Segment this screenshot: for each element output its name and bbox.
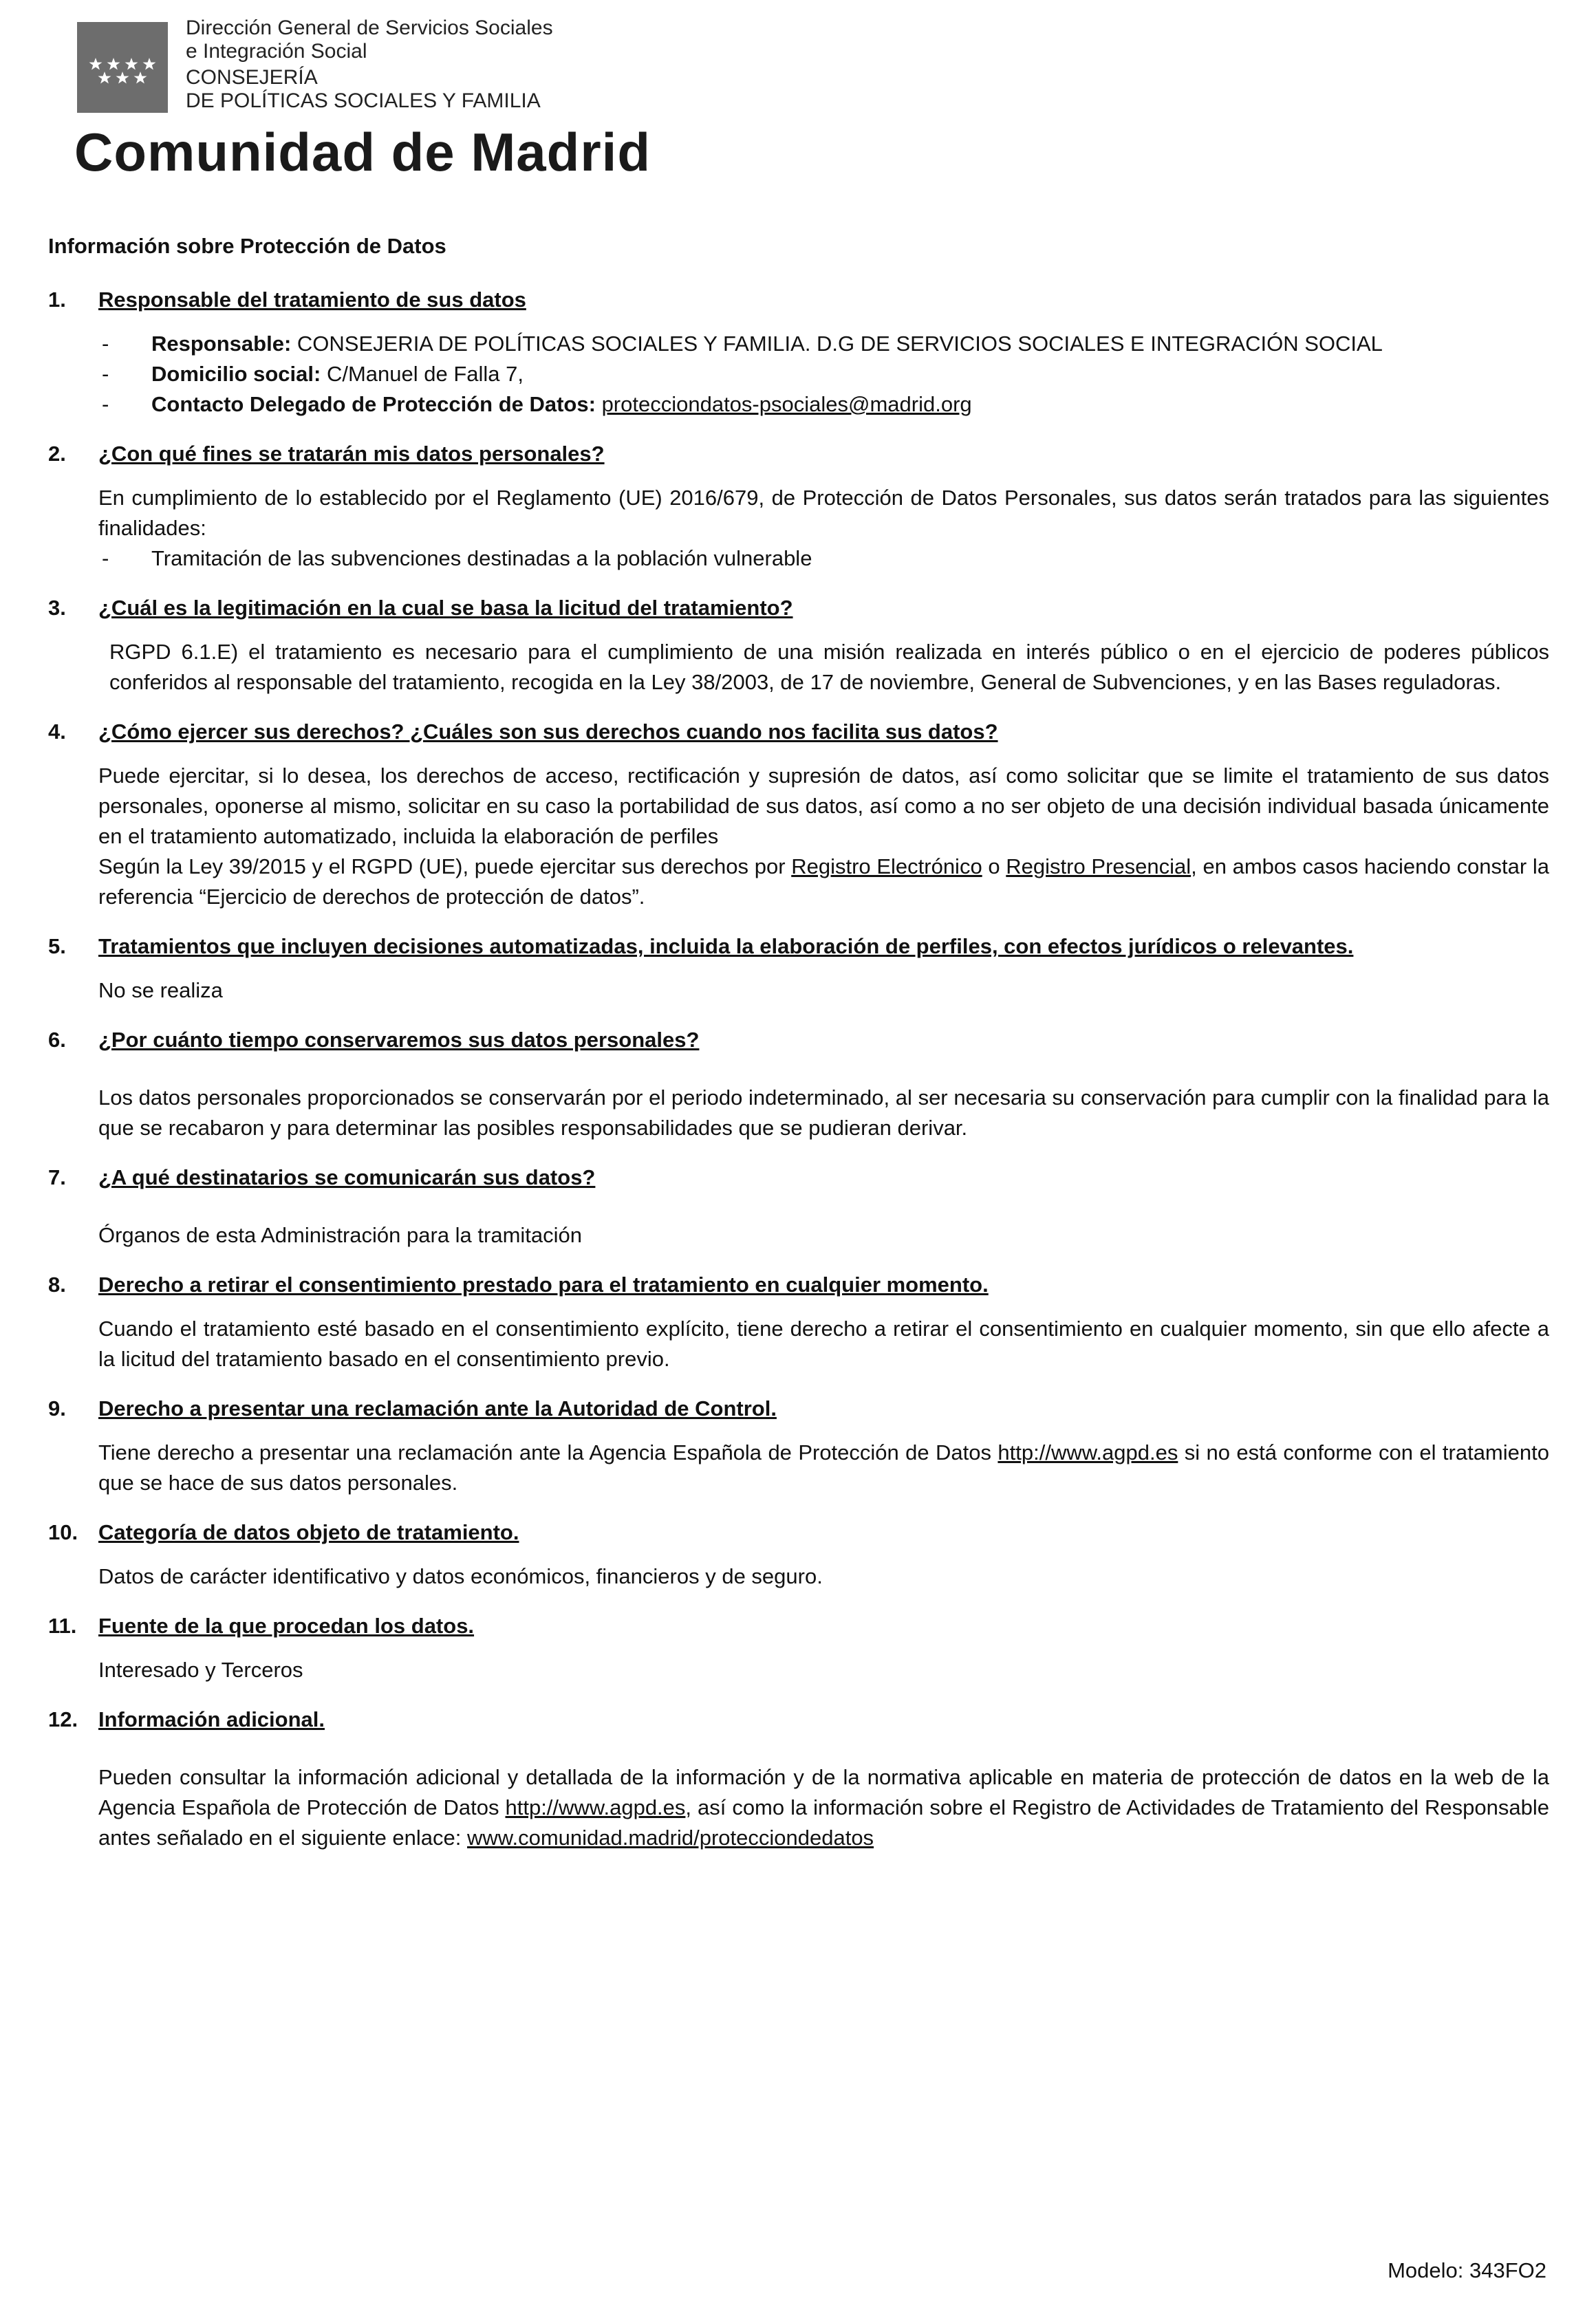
section-text — [98, 1438, 1549, 1498]
bullet-contacto — [48, 389, 1549, 420]
header-line-3: CONSEJERÍA — [186, 66, 318, 89]
section-title: Responsable del tratamiento de sus datos — [98, 288, 526, 312]
bullet-value: Tramitación de las subvenciones destinadas a la población vulnerable — [151, 546, 812, 570]
section-number: 9. — [48, 1396, 66, 1420]
header-line-4: DE POLÍTICAS SOCIALES Y FAMILIA — [186, 89, 541, 112]
stars-icon — [77, 22, 168, 113]
section-number: 4. — [48, 720, 66, 744]
section-number: 7. — [48, 1165, 66, 1189]
document-title: Información sobre Protección de Datos — [48, 234, 446, 258]
section-text: RGPD 6.1.E) el tratamiento es necesario para el cumplimiento de una misión realizada en interés público o en el ejercicio de poderes públicos conferidos al responsable del tratamiento, recogida en la Ley 38/2003, de 17 de noviembre, General de Subvenciones, y en las Bases reguladoras. — [109, 640, 1549, 694]
section-title: ¿Cuál es la legitimación en la cual se basa la licitud del tratamiento? — [98, 596, 793, 620]
section-title: ¿Cómo ejercer sus derechos? ¿Cuáles son sus derechos cuando nos facilita sus datos? — [98, 720, 998, 744]
agpd-link[interactable]: http://www.agpd.es — [998, 1440, 1178, 1464]
section-10 — [48, 1517, 1549, 1592]
section-text: Órganos de esta Administración para la tramitación — [98, 1223, 583, 1247]
bullet-domicilio — [48, 359, 1549, 389]
section-number: 6. — [48, 1028, 66, 1052]
text-run: Pueden consultar la información adicional y detallada de la información y de la normativa aplicable en materia de protección de datos en la web de la Agencia Española de Protección de Datos — [98, 1765, 1549, 1819]
section-3 — [48, 593, 1549, 698]
section-heading — [48, 1025, 1549, 1055]
bullet-dash: - — [102, 546, 109, 570]
section-number: 2. — [48, 442, 66, 466]
section-heading — [48, 1270, 1549, 1300]
proteccion-datos-link[interactable]: www.comunidad.madrid/protecciondedatos — [467, 1826, 874, 1850]
section-text: En cumplimiento de lo establecido por el Reglamento (UE) 2016/679, de Protección de Datos Personales, sus datos serán tratados para las siguientes finalidades: — [98, 486, 1549, 540]
section-text — [98, 1749, 1549, 1853]
section-heading — [48, 1611, 1549, 1641]
section-text: Cuando el tratamiento esté basado en el consentimiento explícito, tiene derecho a retirar el consentimiento en cualquier momento, sin que ello afecte a la licitud del tratamiento basado en el consentimiento previo. — [98, 1317, 1549, 1371]
section-number: 12. — [48, 1707, 78, 1731]
section-heading — [48, 593, 1549, 623]
bullet-finalidad — [48, 543, 1549, 574]
section-title: Fuente de la que procedan los datos. — [98, 1614, 475, 1638]
section-4 — [48, 717, 1549, 912]
brand-title: Comunidad de Madrid — [74, 122, 651, 182]
bullet-responsable — [48, 329, 1549, 359]
section-text: No se realiza — [98, 978, 223, 1002]
header-line-1: Dirección General de Servicios Sociales — [186, 17, 553, 39]
section-heading — [48, 1394, 1549, 1424]
section-number: 3. — [48, 596, 66, 620]
section-2 — [48, 439, 1549, 574]
section-title: Información adicional. — [98, 1707, 325, 1731]
section-title: ¿Con qué fines se tratarán mis datos personales? — [98, 442, 605, 466]
text-run: o — [982, 854, 1006, 878]
section-text: Interesado y Terceros — [98, 1658, 303, 1682]
section-8 — [48, 1270, 1549, 1374]
section-1 — [48, 285, 1549, 420]
section-number: 11. — [48, 1614, 77, 1638]
email-link[interactable]: protecciondatos-psociales@madrid.org — [601, 392, 972, 416]
document-body — [48, 231, 1549, 1872]
paragraph — [98, 852, 1549, 912]
section-number: 5. — [48, 934, 66, 958]
bullet-label: Domicilio social: — [151, 362, 321, 386]
section-5 — [48, 931, 1549, 1006]
section-heading — [48, 1517, 1549, 1548]
madrid-flag-logo-icon — [77, 22, 168, 113]
header-line-2: e Integración Social — [186, 40, 367, 63]
section-text — [98, 761, 1549, 912]
section-heading — [48, 1705, 1549, 1735]
section-heading — [48, 285, 1549, 315]
section-11 — [48, 1611, 1549, 1685]
section-title: Derecho a retirar el consentimiento prestado para el tratamiento en cualquier momento. — [98, 1273, 989, 1297]
section-12 — [48, 1705, 1549, 1853]
bullet-value: C/Manuel de Falla 7, — [321, 362, 524, 386]
bullet-dash: - — [102, 392, 109, 416]
text-run: Tiene derecho a presentar una reclamación ante la Agencia Española de Protección de Datos — [98, 1440, 998, 1464]
section-heading — [48, 931, 1549, 962]
section-heading — [48, 717, 1549, 747]
text-run: si no está conforme con el tratamiento que se hace de sus datos personales. — [98, 1440, 1549, 1495]
section-number: 10. — [48, 1520, 78, 1544]
text-run: Según la Ley 39/2015 y el RGPD (UE), puede ejercitar sus derechos por — [98, 854, 792, 878]
bullet-label: Responsable: — [151, 332, 292, 356]
section-title: Tratamientos que incluyen decisiones automatizadas, incluida la elaboración de perfiles, con efectos jurídicos o relevantes. — [98, 934, 1354, 958]
section-title: Derecho a presentar una reclamación ante la Autoridad de Control. — [98, 1396, 777, 1420]
section-text: Datos de carácter identificativo y datos económicos, financieros y de seguro. — [98, 1564, 823, 1588]
bullet-label: Contacto Delegado de Protección de Datos: — [151, 392, 596, 416]
section-heading — [48, 1163, 1549, 1193]
bullet-dash: - — [102, 362, 109, 386]
section-6 — [48, 1025, 1549, 1143]
section-title: Categoría de datos objeto de tratamiento. — [98, 1520, 519, 1544]
registro-presencial-link[interactable]: Registro Presencial — [1006, 854, 1191, 878]
bullet-dash: - — [102, 332, 109, 356]
section-7 — [48, 1163, 1549, 1251]
section-title: ¿Por cuánto tiempo conservaremos sus datos personales? — [98, 1028, 700, 1052]
text-run: , así como la información sobre el Registro de Actividades de Tratamiento del Responsable antes señalado en el siguiente enlace: — [98, 1795, 1549, 1850]
text-run: , en ambos casos haciendo constar la referencia “Ejercicio de derechos de protección de datos”. — [98, 854, 1549, 909]
section-title: ¿A qué destinatarios se comunicarán sus datos? — [98, 1165, 596, 1189]
bullet-value: CONSEJERIA DE POLÍTICAS SOCIALES Y FAMILIA. D.G DE SERVICIOS SOCIALES E INTEGRACIÓN SOCIAL — [291, 332, 1383, 356]
section-number: 1. — [48, 288, 66, 312]
agpd-link[interactable]: http://www.agpd.es — [505, 1795, 686, 1819]
section-number: 8. — [48, 1273, 66, 1297]
section-9 — [48, 1394, 1549, 1498]
paragraph: Puede ejercitar, si lo desea, los derechos de acceso, rectificación y supresión de datos, así como solicitar que se limite el tratamiento de sus datos personales, oponerse al mismo, solicitar en su caso la portabilidad de sus datos, así como a no ser objeto de una decisión individual basada únicamente en el tratamiento automatizado, incluida la elaboración de perfiles — [98, 764, 1549, 848]
section-heading — [48, 439, 1549, 469]
registro-electronico-link[interactable]: Registro Electrónico — [791, 854, 982, 878]
header-text — [186, 17, 553, 113]
model-number: Modelo: 343FO2 — [1388, 2258, 1546, 2282]
section-text: Los datos personales proporcionados se conservarán por el periodo indeterminado, al ser necesaria su conservación para cumplir con la finalidad para la que se recabaron y para determinar las posibles responsabilidades que se pudieran derivar. — [98, 1085, 1549, 1140]
